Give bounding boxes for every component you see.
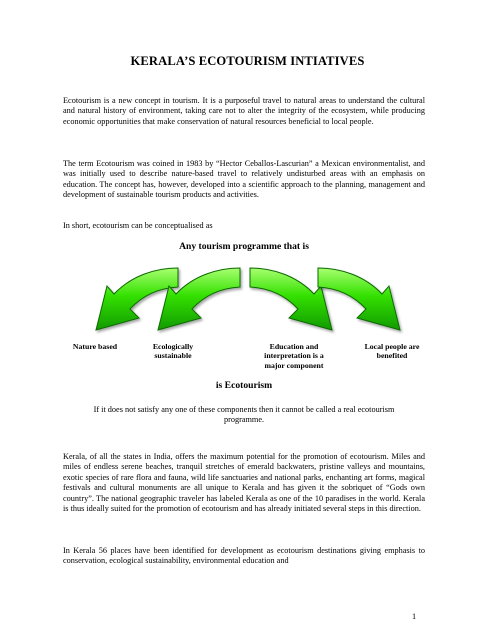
- arrow-local-people: [318, 268, 400, 330]
- diagram-conclusion: is Ecotourism: [215, 380, 273, 391]
- label-ecologically-sustainable: Ecologically sustainable: [152, 342, 194, 361]
- arrow-ecologically-sustainable: [158, 268, 240, 330]
- page-number: 1: [412, 612, 417, 621]
- diagram-note: If it does not satisfy any one of these components then it cannot be called a real ecotourism programme.: [93, 405, 395, 425]
- arrow-education-interpretation: [250, 268, 332, 330]
- arrow-nature-based: [96, 268, 178, 330]
- paragraph-kerala-places: In Kerala 56 places have been identified for development as ecotourism destinations giving emphasis to conservation, ecological sustainability, environmental education and: [63, 546, 425, 566]
- label-local-people-benefited: Local people are benefited: [364, 342, 420, 361]
- paragraph-history: The term Ecotourism was coined in 1983 by “Hector Ceballos-Lascurian” a Mexican environmentalist, and was initially used to describe nature-based travel to relatively undisturbed areas with an emphasis on education. The concept has, however, developed into a scientific approach to the planning, management and development of sustainable tourism products and activities.: [63, 159, 425, 200]
- page-title: KERALA’S ECOTOURISM INTIATIVES: [130, 54, 365, 68]
- label-education-interpretation: Education and interpretation is a major component: [264, 342, 324, 370]
- paragraph-intro: Ecotourism is a new concept in tourism. It is a purposeful travel to natural areas to understand the cultural and natural history of environment, taking care not to alter the integrity of the ecosystem, while producing economic opportunities that make conservation of natural resources beneficial to local people.: [63, 96, 425, 126]
- paragraph-short: In short, ecotourism can be conceptualised as: [63, 221, 213, 230]
- diagram-heading: Any tourism programme that is: [179, 241, 309, 252]
- paragraph-kerala-potential: Kerala, of all the states in India, offers the maximum potential for the promotion of ecotourism. Miles and miles of endless serene beaches, tranquil stretches of emerald backwaters, pristine valleys and mountains, exotic species of rare flora and fauna, wild life sanctuaries and national parks, enchanting art forms, magical festivals and cultural monuments are all unique to Kerala and has given it the sobriquet of “Gods own country”. The national geographic traveler has labeled Kerala as one of the 10 paradises in the world. Kerala is thus ideally suited for the promotion of ecotourism and has already initiated several steps in this direction.: [63, 452, 425, 514]
- label-nature-based: Nature based: [72, 342, 118, 351]
